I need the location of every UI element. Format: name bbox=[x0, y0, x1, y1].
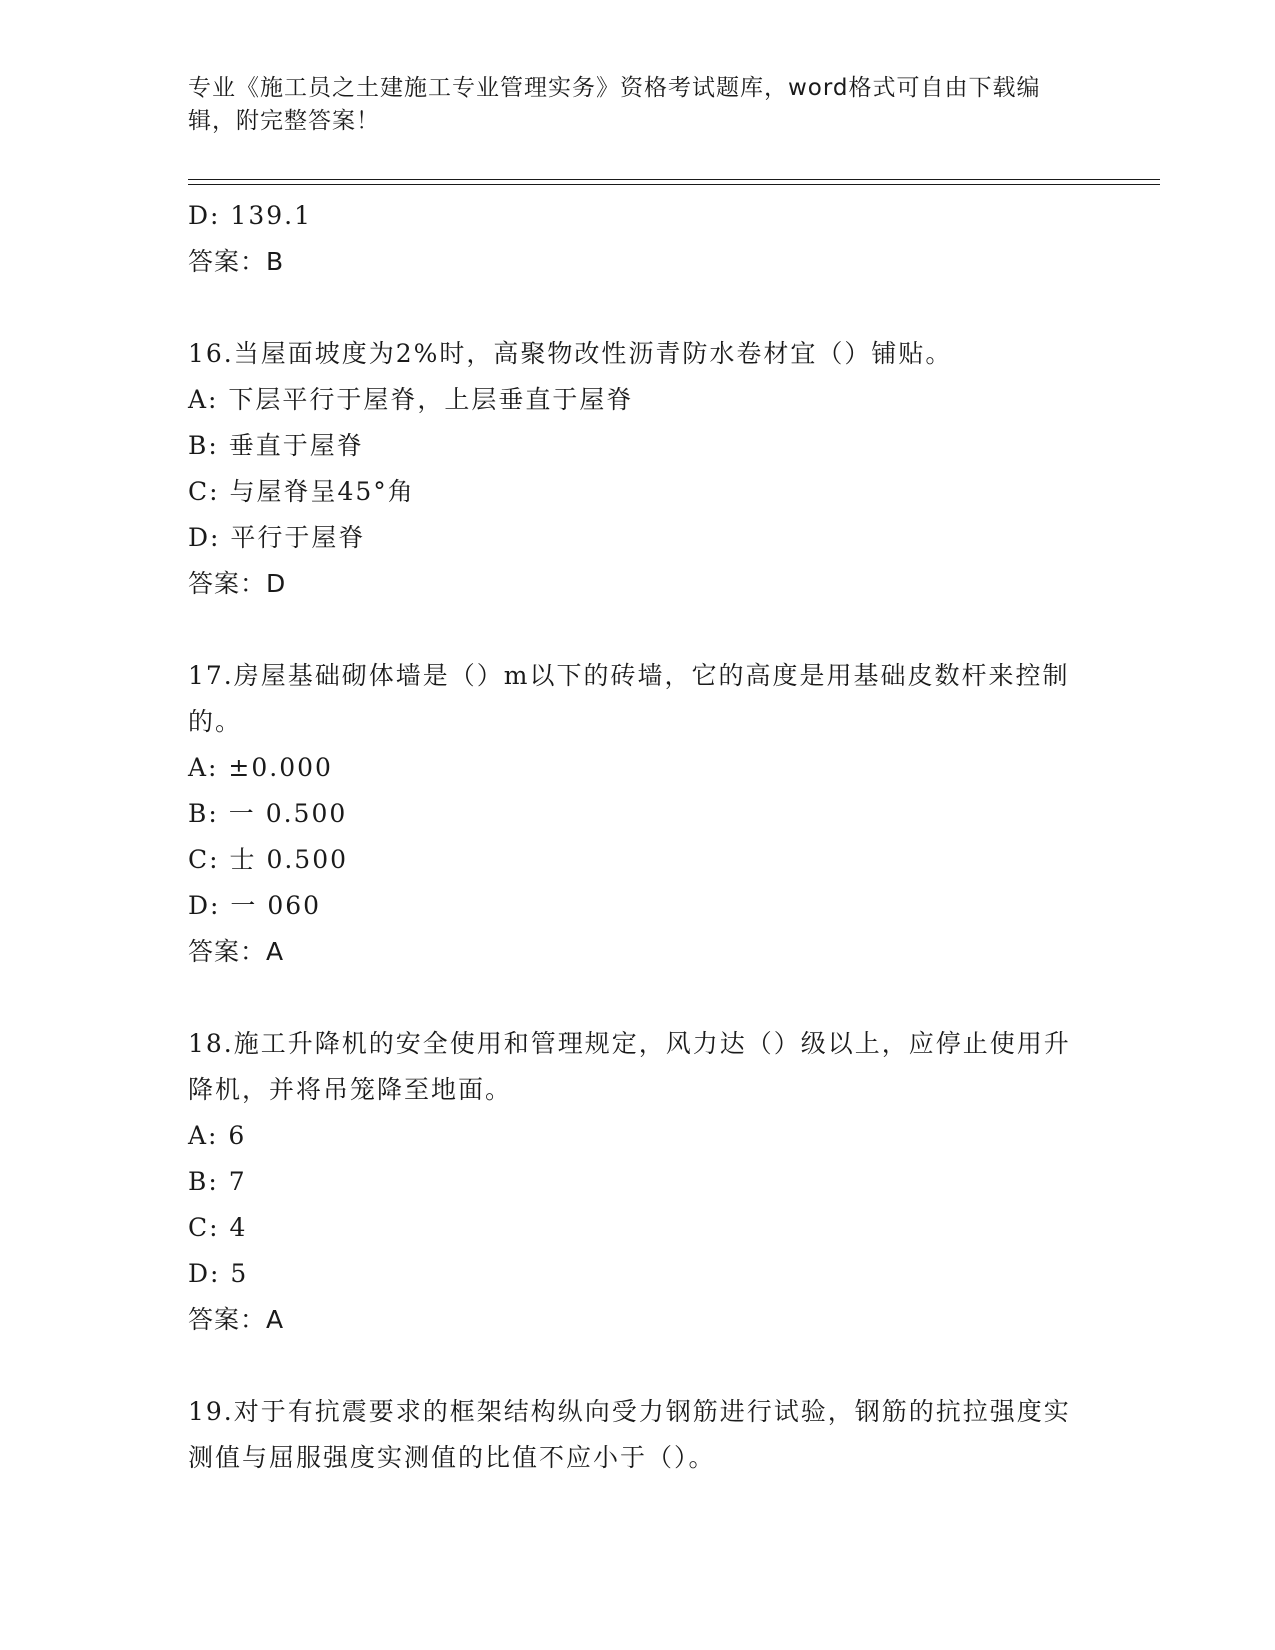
question-17 bbox=[188, 653, 1088, 975]
option-a: A: 下层平行于屋脊，上层垂直于屋脊 bbox=[188, 385, 634, 414]
option-c: C: 4 bbox=[188, 1213, 248, 1242]
option-c: C: 与屋脊呈45°角 bbox=[188, 477, 415, 506]
option-d: D: 139.1 bbox=[188, 201, 312, 230]
question-stem: 16.当屋面坡度为2%时，高聚物改性沥青防水卷材宜（）铺贴。 bbox=[188, 339, 953, 368]
previous-question-tail bbox=[188, 193, 1088, 285]
option-a: A: 6 bbox=[188, 1121, 247, 1150]
spacer bbox=[188, 975, 1088, 1021]
question-stem: 18.施工升降机的安全使用和管理规定，风力达（）级以上，应停止使用升降机，并将吊笼降至地面。 bbox=[188, 1029, 1071, 1104]
option-a: A: ±0.000 bbox=[188, 753, 333, 782]
answer-line: 答案：B bbox=[188, 247, 285, 276]
header-divider-top bbox=[188, 179, 1160, 180]
question-16 bbox=[188, 331, 1088, 607]
question-stem: 17.房屋基础砌体墙是（）m以下的砖墙，它的高度是用基础皮数杆来控制的。 bbox=[188, 661, 1070, 736]
answer-line: 答案：A bbox=[188, 1305, 285, 1334]
question-list bbox=[188, 193, 1088, 1481]
option-d: D: 平行于屋脊 bbox=[188, 523, 366, 552]
document-header: 专业《施工员之土建施工专业管理实务》资格考试题库，word格式可自由下载编辑，附完整答案！ bbox=[188, 75, 1041, 134]
question-19 bbox=[188, 1389, 1088, 1481]
option-b: B: 垂直于屋脊 bbox=[188, 431, 364, 460]
option-c: C: 士 0.500 bbox=[188, 845, 349, 874]
option-d: D: 5 bbox=[188, 1259, 249, 1288]
question-stem: 19.对于有抗震要求的框架结构纵向受力钢筋进行试验，钢筋的抗拉强度实测值与屈服强度实测值的比值不应小于（）。 bbox=[188, 1397, 1071, 1472]
header-divider-bottom bbox=[188, 184, 1160, 185]
option-d: D: 一 060 bbox=[188, 891, 322, 920]
question-18 bbox=[188, 1021, 1088, 1343]
option-b: B: 7 bbox=[188, 1167, 247, 1196]
spacer bbox=[188, 607, 1088, 653]
spacer bbox=[188, 1343, 1088, 1389]
answer-line: 答案：A bbox=[188, 937, 285, 966]
spacer bbox=[188, 285, 1088, 331]
option-b: B: 一 0.500 bbox=[188, 799, 348, 828]
answer-line: 答案：D bbox=[188, 569, 287, 598]
